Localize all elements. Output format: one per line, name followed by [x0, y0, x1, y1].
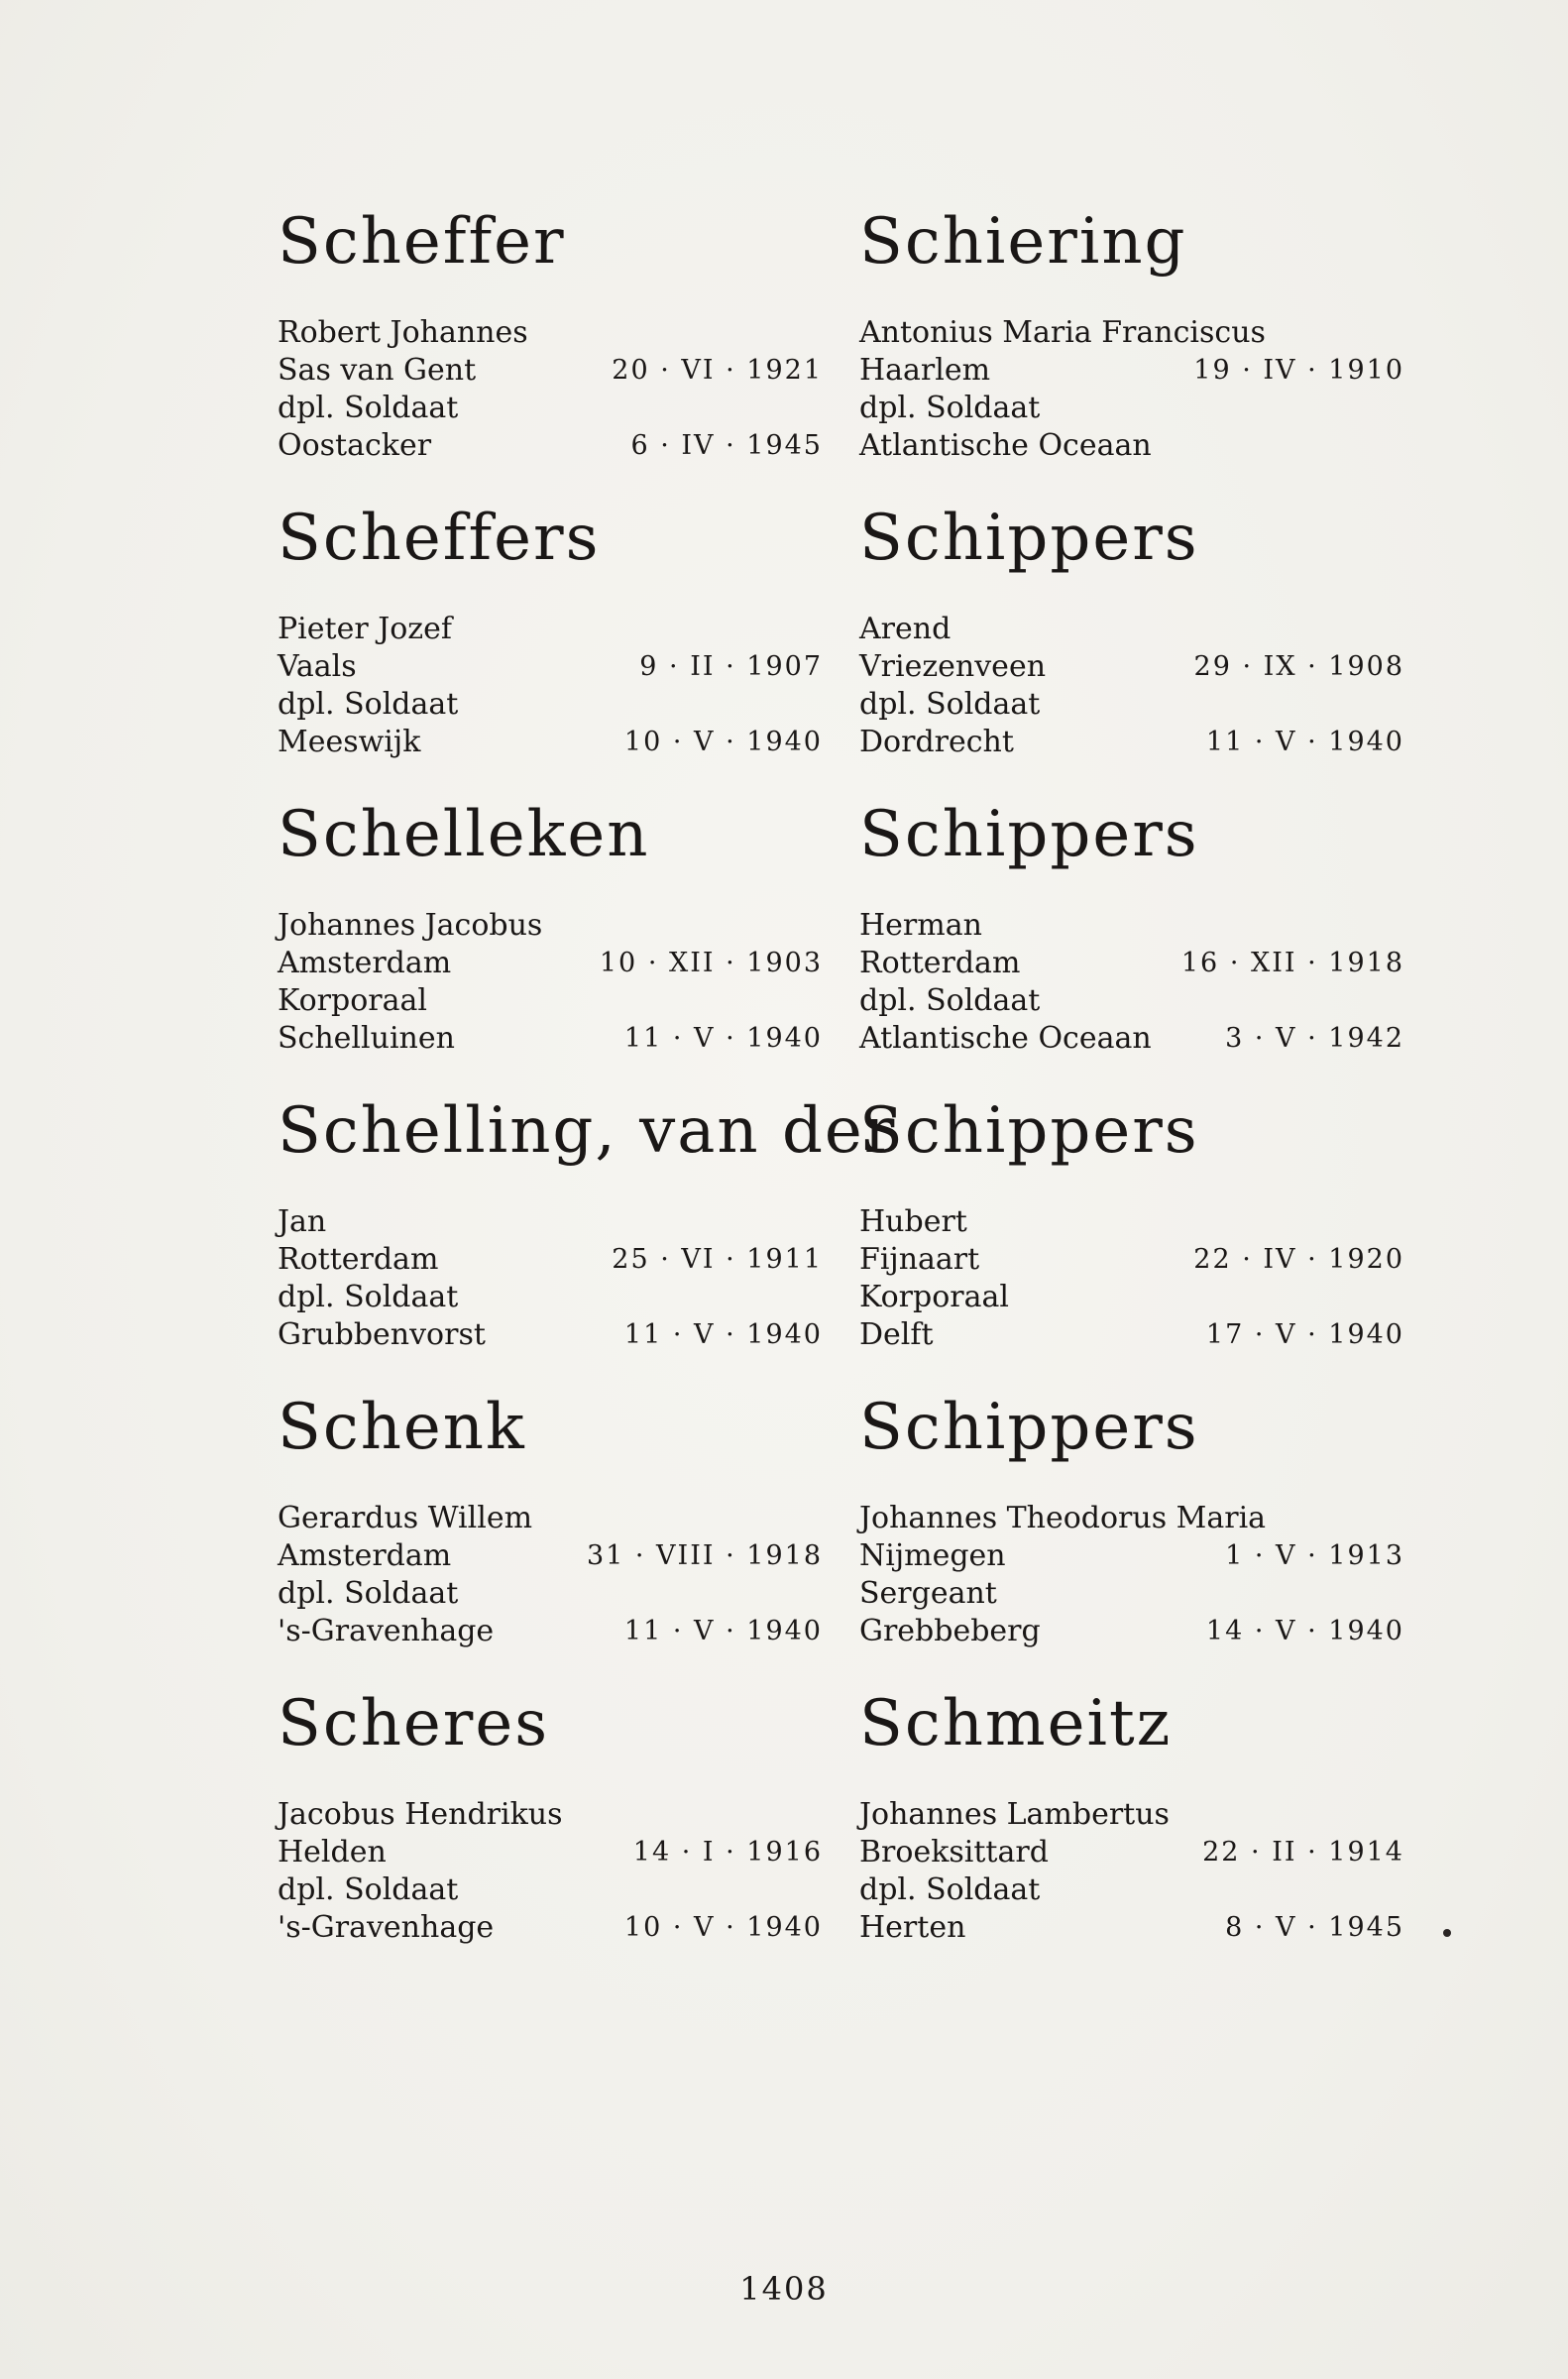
birth-date: 16 · XII · 1918 [1180, 948, 1404, 978]
given-names: Johannes Jacobus [278, 908, 543, 943]
ink-dot-mark [1443, 1929, 1451, 1937]
death-date: 6 · IV · 1945 [630, 430, 823, 461]
birth-date: 29 · IX · 1908 [1193, 651, 1404, 682]
memorial-entry [278, 796, 833, 1092]
birth-place: Vriezenveen [859, 649, 1047, 684]
death-date: 14 · V · 1940 [1205, 1616, 1404, 1646]
memorial-entry [859, 500, 1414, 796]
rank: dpl. Soldaat [859, 687, 1041, 722]
surname: Schippers [859, 1094, 1199, 1168]
memorial-entry [859, 1389, 1414, 1685]
death-date: 11 · V · 1940 [623, 1616, 823, 1646]
surname: Schmeitz [859, 1687, 1173, 1760]
birth-place: Amsterdam [278, 1538, 452, 1573]
birth-place: Nijmegen [859, 1538, 1006, 1573]
given-names: Hubert [859, 1204, 967, 1239]
memorial-entry [278, 203, 833, 500]
death-date: 11 · V · 1940 [623, 1023, 823, 1054]
birth-place: Rotterdam [859, 946, 1021, 980]
surname: Scheres [278, 1687, 550, 1760]
surname: Scheffers [278, 502, 601, 575]
birth-date: 9 · II · 1907 [639, 651, 823, 682]
death-date: 17 · V · 1940 [1205, 1319, 1404, 1350]
rank: Korporaal [278, 983, 427, 1018]
birth-date: 19 · IV · 1910 [1193, 355, 1404, 386]
rank: dpl. Soldaat [859, 1872, 1041, 1907]
memorial-entry [859, 203, 1414, 500]
surname: Schippers [859, 798, 1199, 871]
memorial-entry [278, 1685, 833, 1982]
given-names: Johannes Lambertus [859, 1797, 1170, 1832]
birth-place: Vaals [278, 649, 357, 684]
surname: Schelling, van der [278, 1094, 897, 1168]
page-number: 1408 [739, 2270, 829, 2308]
death-place: Atlantische Oceaan [859, 428, 1152, 463]
surname: Schippers [859, 1391, 1199, 1464]
death-place: Meeswijk [278, 725, 421, 759]
given-names: Antonius Maria Franciscus [859, 315, 1266, 350]
death-place: Herten [859, 1910, 966, 1945]
death-place: Oostacker [278, 428, 432, 463]
birth-place: Broeksittard [859, 1835, 1049, 1869]
surname: Schenk [278, 1391, 526, 1464]
rank: dpl. Soldaat [278, 1280, 459, 1314]
death-place: Delft [859, 1317, 934, 1352]
death-date: 10 · V · 1940 [623, 727, 823, 757]
birth-date: 1 · V · 1913 [1225, 1540, 1404, 1571]
rank: Korporaal [859, 1280, 1009, 1314]
death-date: 10 · V · 1940 [623, 1912, 823, 1943]
surname: Schippers [859, 502, 1199, 575]
birth-date: 22 · II · 1914 [1202, 1837, 1404, 1868]
death-place: 's-Gravenhage [278, 1614, 495, 1648]
given-names: Arend [859, 612, 952, 646]
memorial-entry [859, 796, 1414, 1092]
memorial-entry [278, 500, 833, 796]
given-names: Herman [859, 908, 982, 943]
surname: Schiering [859, 205, 1187, 279]
memorial-entry [859, 1685, 1414, 1982]
surname: Scheffer [278, 205, 566, 279]
rank: dpl. Soldaat [859, 983, 1041, 1018]
rank: dpl. Soldaat [278, 1872, 459, 1907]
birth-date: 22 · IV · 1920 [1193, 1244, 1404, 1275]
memorial-entry [859, 1092, 1414, 1389]
given-names: Jan [278, 1204, 327, 1239]
birth-place: Rotterdam [278, 1242, 439, 1277]
rank: dpl. Soldaat [859, 391, 1041, 425]
birth-date: 31 · VIII · 1918 [586, 1540, 823, 1571]
birth-place: Haarlem [859, 353, 991, 388]
death-date [1404, 427, 1414, 465]
death-date: 8 · V · 1945 [1225, 1912, 1404, 1943]
death-place: Grubbenvorst [278, 1317, 486, 1352]
given-names: Pieter Jozef [278, 612, 452, 646]
right-column [859, 203, 1414, 1982]
death-place: Schelluinen [278, 1021, 455, 1056]
death-date: 11 · V · 1940 [623, 1319, 823, 1350]
given-names: Jacobus Hendrikus [278, 1797, 563, 1832]
birth-place: Fijnaart [859, 1242, 980, 1277]
given-names: Johannes Theodorus Maria [859, 1501, 1267, 1535]
death-place: 's-Gravenhage [278, 1910, 495, 1945]
death-date: 11 · V · 1940 [1205, 727, 1404, 757]
memorial-entry [278, 1389, 833, 1685]
birth-place: Helden [278, 1835, 387, 1869]
birth-date: 25 · VI · 1911 [612, 1244, 823, 1275]
birth-place: Sas van Gent [278, 353, 477, 388]
death-date: 3 · V · 1942 [1225, 1023, 1404, 1054]
death-place: Atlantische Oceaan [859, 1021, 1152, 1056]
birth-place: Amsterdam [278, 946, 452, 980]
rank: dpl. Soldaat [278, 391, 459, 425]
birth-date: 20 · VI · 1921 [612, 355, 823, 386]
surname: Schelleken [278, 798, 650, 871]
birth-date: 10 · XII · 1903 [599, 948, 823, 978]
birth-date: 14 · I · 1916 [632, 1837, 823, 1868]
rank: Sergeant [859, 1576, 997, 1611]
rank: dpl. Soldaat [278, 1576, 459, 1611]
given-names: Robert Johannes [278, 315, 528, 350]
death-place: Dordrecht [859, 725, 1014, 759]
rank: dpl. Soldaat [278, 687, 459, 722]
death-place: Grebbeberg [859, 1614, 1041, 1648]
given-names: Gerardus Willem [278, 1501, 533, 1535]
